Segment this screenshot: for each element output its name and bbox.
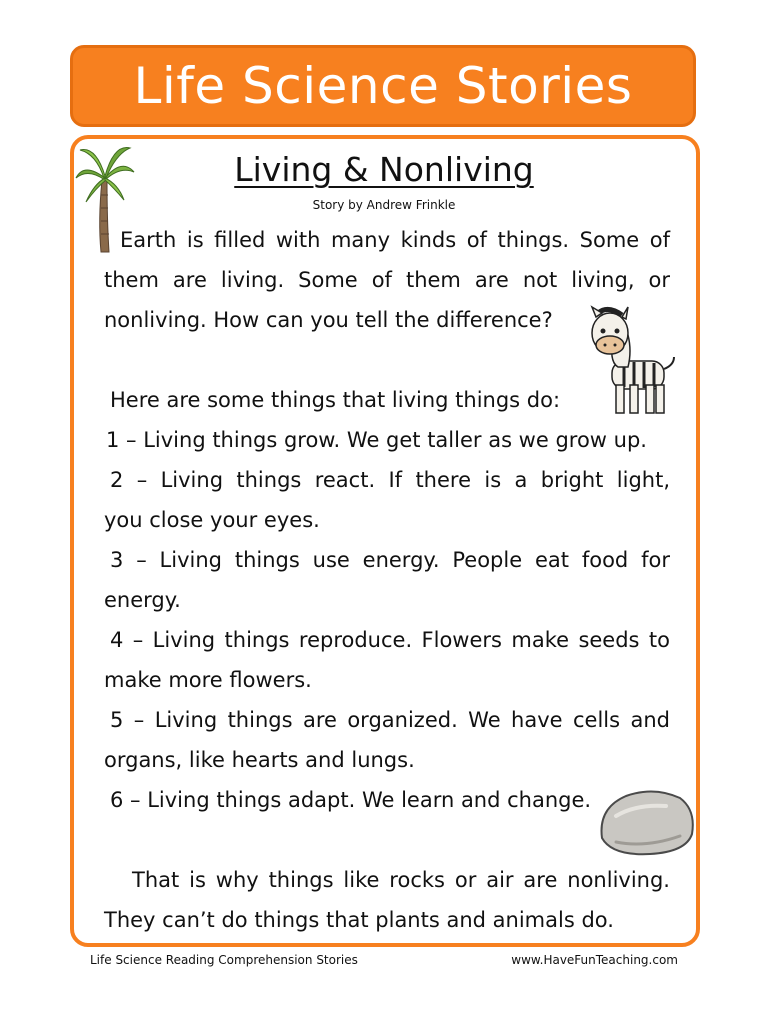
list-heading: Here are some things that living things do: [110,388,561,412]
story-byline: Story by Andrew Frinkle [312,198,456,212]
list-line: 6 – Living things adapt. We learn and change. [110,788,592,812]
conclusion-line: They can’t do things that plants and animals do. [104,908,614,932]
conclusion-line: That is why things like rocks or air are nonliving. [132,868,670,892]
list-line: 3 – Living things use energy. People eat food for [110,548,670,572]
list-line: 2 – Living things react. If there is a bright light, [110,468,670,492]
footer-left-text: Life Science Reading Comprehension Stories [90,953,358,967]
list-line: 4 – Living things reproduce. Flowers make seeds to [110,628,670,652]
intro-line: Earth is filled with many kinds of things. Some of [120,228,670,252]
zebra-icon [588,305,678,417]
list-line: organs, like hearts and lungs. [104,748,415,772]
list-line: energy. [104,588,181,612]
list-line: you close your eyes. [104,508,320,532]
rock-icon [596,786,698,858]
banner-title: Life Science Stories [133,57,633,115]
title-banner [70,45,696,127]
list-line: 5 – Living things are organized. We have cells and [110,708,670,732]
intro-line: nonliving. How can you tell the difference? [104,308,553,332]
list-line: 1 – Living things grow. We get taller as we grow up. [106,428,647,452]
list-line: make more flowers. [104,668,312,692]
footer-url[interactable]: www.HaveFunTeaching.com [511,953,678,967]
story-title: Living & Nonliving [234,150,534,189]
intro-line: them are living. Some of them are not living, or [104,268,670,292]
